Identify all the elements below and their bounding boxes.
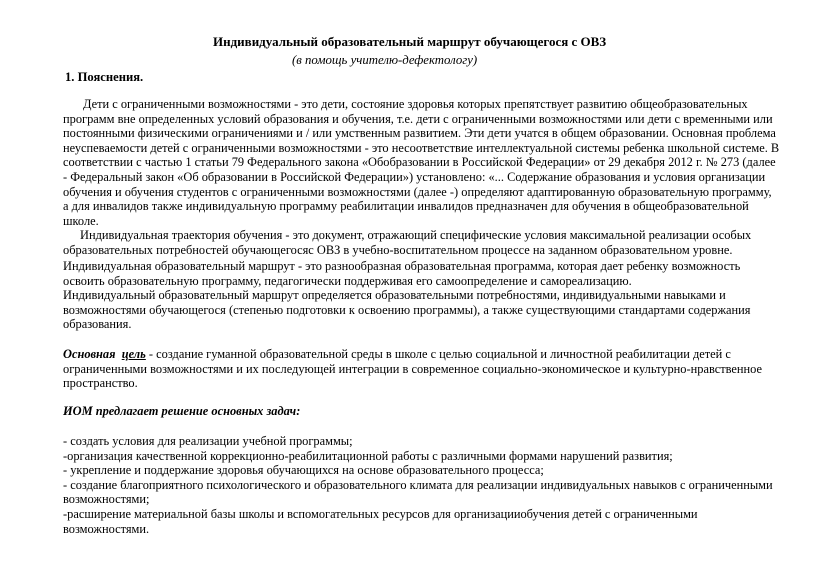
text-line: постоянными физическими ограничениями и / или умственным развитием. Эти дети учатся в общем образовании. Основная проблема	[63, 126, 776, 141]
text-line: программ вне определенных условий образования и обучения, т.е. дети с ограниченными возможностями или дети с временными или	[63, 111, 773, 126]
paragraph-route	[63, 259, 771, 332]
tasks-list	[63, 434, 783, 536]
text-line: возможностями обучающегося (степенью подготовки к освоению программы), а также существующими стандартами содержания	[63, 302, 751, 317]
text-line: образования.	[63, 317, 132, 332]
text-line	[63, 347, 771, 362]
paragraph-trajectory	[63, 228, 771, 257]
text-line: Дети с ограниченными возможностями - это дети, состояние здоровья которых препятствует развитию общеобразовательных	[83, 97, 748, 111]
list-item: - создание благоприятного психологического и образовательного климата для реализации индивидуальных навыков с ограниченными	[63, 477, 773, 492]
list-item: - укрепление и поддержание здоровья обучающихся на основе образовательного процесса;	[63, 463, 544, 478]
section-heading: 1. Пояснения.	[65, 70, 144, 84]
text-line: образовательных потребностей обучающегосяс ОВЗ в учебно-воспитательном процессе на заданном образовательном уровне.	[63, 242, 733, 257]
text-line: - Федеральный закон «Об образовании в Российской Федерации») установлено: «... Содержание образования и условия организации	[63, 169, 766, 184]
tasks-heading: ИОМ предлагает решение основных задач:	[63, 404, 301, 418]
text-line: Индивидуальный образовательный маршрут определяется образовательными потребностями, индивидуальными навыками и	[63, 288, 726, 303]
list-item: -организация качественной коррекционно-реабилитационной работы с различными формами нарушений развития;	[63, 448, 673, 463]
text-line: обучения и обучения студентов с ограниченными возможностями (далее -) определяют адаптированную образовательную программу,	[63, 184, 772, 199]
text-line: Индивидуальная образовательный маршрут - это разнообразная образовательная программа, которая дает ребенку возможность	[63, 259, 741, 273]
paragraph-goal	[63, 347, 771, 391]
list-item: - создать условия для реализации учебной программы;	[63, 434, 353, 448]
list-item: возможностями;	[63, 492, 150, 507]
document-subtitle: (в помощь учителю-дефектологу)	[292, 53, 478, 67]
document-title: Индивидуальный образовательный маршрут обучающегося с ОВЗ	[213, 34, 607, 49]
goal-text: - создание гуманной образовательной среды в школе с целью социальной и личностной реабилитации детей с	[145, 347, 731, 361]
text-line: школе.	[63, 213, 99, 228]
text-line: соответствии с частью 1 статьи 79 Федерального закона «Обобразовании в Российской Федерации» от 29 декабря 2012 г. № 273 (далее	[63, 155, 776, 170]
goal-label-aim: цель	[121, 347, 146, 361]
text-line: Индивидуальная траектория обучения - это документ, отражающий специфические условия максимальной реализации особых	[80, 228, 752, 242]
list-item: возможностями.	[63, 521, 150, 536]
paragraph-intro	[63, 97, 780, 228]
text-line: неуспеваемости детей с ограниченными возможностями - это несоответствие интеллектуальной системы ребенка школьной системе. В	[63, 140, 780, 155]
goal-label-main: Основная	[63, 347, 116, 361]
list-item: -расширение материальной базы школы и вспомогательных ресурсов для организацииобучения детей с ограниченными	[63, 506, 698, 521]
text-line: освоить образовательную программу, педагогически поддерживая его самоопределение и самореализацию.	[63, 273, 632, 288]
text-line: а для инвалидов также индивидуальную программу реабилитации инвалидов предназначен для обучения в общеобразовательной	[63, 199, 749, 214]
text-line: ограниченными возможностями и их последующей интеграции в современное социально-экономическое и культурно-нравственное	[63, 361, 763, 376]
text-line: пространство.	[63, 376, 138, 391]
